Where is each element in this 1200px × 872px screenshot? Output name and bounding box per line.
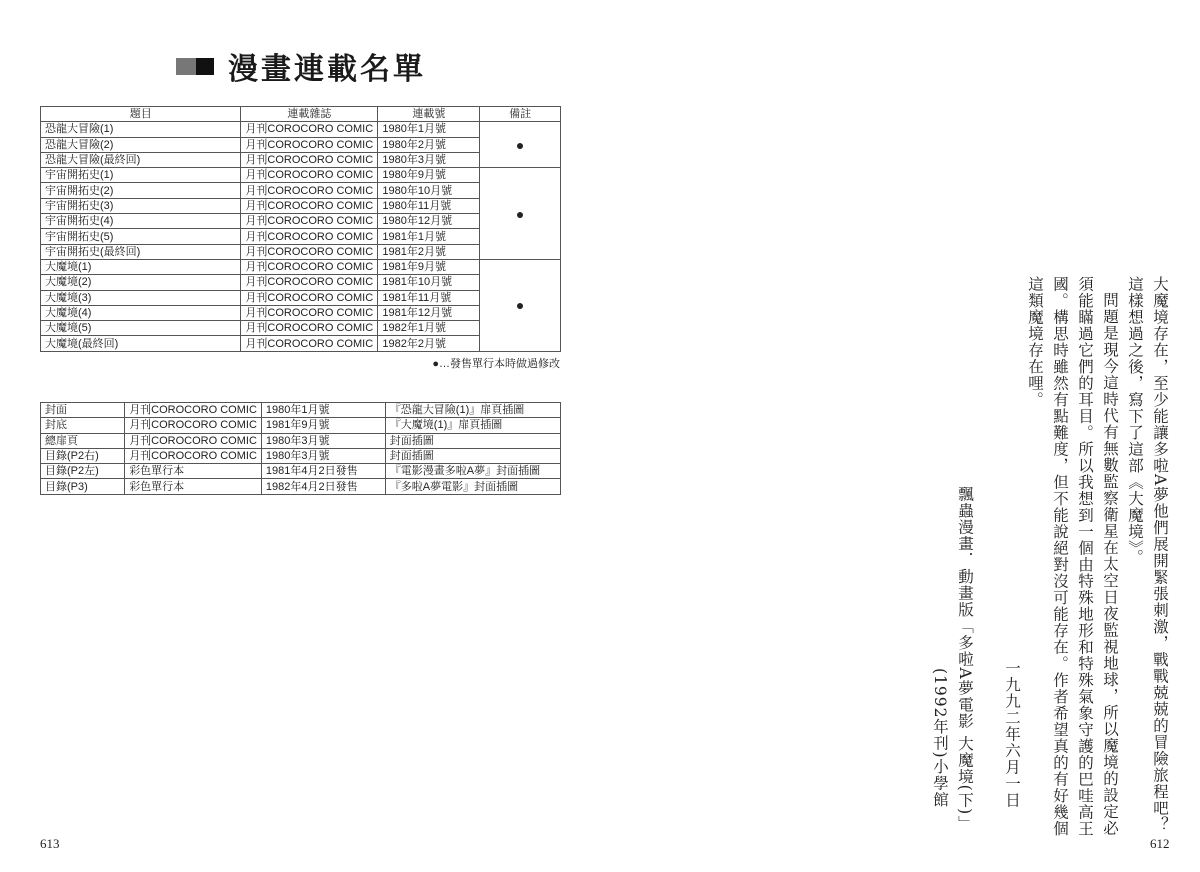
table-row xyxy=(41,403,561,418)
cell-magazine: 月刊COROCORO COMIC xyxy=(241,137,378,152)
cell-title: 恐龍大冒險(1) xyxy=(41,122,241,137)
cell-magazine: 月刊COROCORO COMIC xyxy=(241,275,378,290)
cell-source: 月刊COROCORO COMIC xyxy=(125,433,262,448)
cell-source: 彩色單行本 xyxy=(125,479,262,494)
table-row xyxy=(41,448,561,463)
cell-title: 大魔境(3) xyxy=(41,290,241,305)
remark-revised-mark: ● xyxy=(480,259,561,351)
cell-date: 1980年3月號 xyxy=(261,448,385,463)
remark-revised-mark: ● xyxy=(480,168,561,260)
cell-magazine: 月刊COROCORO COMIC xyxy=(241,321,378,336)
cell-issue: 1980年12月號 xyxy=(378,214,480,229)
cell-issue: 1980年2月號 xyxy=(378,137,480,152)
cell-source: 月刊COROCORO COMIC xyxy=(125,448,262,463)
title-decoration-icon xyxy=(196,58,214,75)
cell-source: 月刊COROCORO COMIC xyxy=(125,418,262,433)
cell-location: 目錄(P2左) xyxy=(41,464,125,479)
cell-source: 月刊COROCORO COMIC xyxy=(125,403,262,418)
illustration-source-table xyxy=(40,402,561,495)
cell-title: 大魔境(1) xyxy=(41,259,241,274)
table-row xyxy=(41,433,561,448)
cell-magazine: 月刊COROCORO COMIC xyxy=(241,290,378,305)
remark-revised-mark: ● xyxy=(480,122,561,168)
cell-description: 封面插圖 xyxy=(385,433,560,448)
cell-issue: 1980年3月號 xyxy=(378,152,480,167)
cell-location: 封底 xyxy=(41,418,125,433)
cell-issue: 1981年11月號 xyxy=(378,290,480,305)
cell-issue: 1981年10月號 xyxy=(378,275,480,290)
cell-issue: 1980年10月號 xyxy=(378,183,480,198)
cell-issue: 1982年2月號 xyxy=(378,336,480,351)
cell-title: 大魔境(4) xyxy=(41,305,241,320)
cell-magazine: 月刊COROCORO COMIC xyxy=(241,336,378,351)
cell-issue: 1981年9月號 xyxy=(378,259,480,274)
cell-title: 宇宙開拓史(2) xyxy=(41,183,241,198)
cell-date: 1982年4月2日發售 xyxy=(261,479,385,494)
cell-location: 目錄(P2右) xyxy=(41,448,125,463)
serialization-table xyxy=(40,106,561,352)
cell-description: 『多啦A夢電影』封面插圖 xyxy=(385,479,560,494)
cell-title: 宇宙開拓史(3) xyxy=(41,198,241,213)
afterword-line: 這類魔境存在哩。 xyxy=(1026,276,1044,408)
cell-description: 『大魔境(1)』扉頁插圖 xyxy=(385,418,560,433)
page-title xyxy=(176,48,426,87)
footnote: ●…發售單行本時做過修改 xyxy=(432,358,560,370)
cell-magazine: 月刊COROCORO COMIC xyxy=(241,214,378,229)
cell-issue: 1980年11月號 xyxy=(378,198,480,213)
cell-title: 宇宙開拓史(5) xyxy=(41,229,241,244)
cell-magazine: 月刊COROCORO COMIC xyxy=(241,305,378,320)
cell-magazine: 月刊COROCORO COMIC xyxy=(241,198,378,213)
cell-date: 1980年3月號 xyxy=(261,433,385,448)
cell-magazine: 月刊COROCORO COMIC xyxy=(241,152,378,167)
title-decoration-icon xyxy=(176,58,196,75)
cell-description: 封面插圖 xyxy=(385,448,560,463)
cell-magazine: 月刊COROCORO COMIC xyxy=(241,168,378,183)
table-row xyxy=(41,168,561,183)
page-number-right: 612 xyxy=(1150,836,1170,851)
cell-title: 恐龍大冒險(最終回) xyxy=(41,152,241,167)
cell-issue: 1980年9月號 xyxy=(378,168,480,183)
cell-date: 1981年9月號 xyxy=(261,418,385,433)
cell-location: 封面 xyxy=(41,403,125,418)
cell-date: 1981年4月2日發售 xyxy=(261,464,385,479)
cell-magazine: 月刊COROCORO COMIC xyxy=(241,122,378,137)
header-issue: 連載號 xyxy=(378,107,480,122)
cell-title: 大魔境(最終回) xyxy=(41,336,241,351)
cell-title: 宇宙開拓史(最終回) xyxy=(41,244,241,259)
cell-location: 總扉頁 xyxy=(41,433,125,448)
table-row xyxy=(41,464,561,479)
afterword-line: 這樣想過之後，寫下了這部《大魔境》。 xyxy=(1126,276,1144,566)
afterword-source: 飄蟲漫畫．動畫版「多啦A夢電影 大魔境(下)」 xyxy=(956,486,974,832)
table-row xyxy=(41,259,561,274)
cell-description: 『恐龍大冒險(1)』扉頁插圖 xyxy=(385,403,560,418)
cell-title: 宇宙開拓史(4) xyxy=(41,214,241,229)
cell-title: 大魔境(2) xyxy=(41,275,241,290)
table-row xyxy=(41,418,561,433)
cell-issue: 1980年1月號 xyxy=(378,122,480,137)
cell-magazine: 月刊COROCORO COMIC xyxy=(241,183,378,198)
table-header-row xyxy=(41,107,561,122)
afterword-line: 須能瞞過它們的耳目。所以我想到一個由特殊地形和特殊氣象守護的巴哇高王 xyxy=(1076,276,1094,837)
cell-magazine: 月刊COROCORO COMIC xyxy=(241,259,378,274)
page-number-left: 613 xyxy=(40,836,60,851)
header-remarks: 備註 xyxy=(480,107,561,122)
cell-description: 『電影漫畫多啦A夢』封面插圖 xyxy=(385,464,560,479)
cell-issue: 1981年2月號 xyxy=(378,244,480,259)
afterword-date: 一九九二年六月一日 xyxy=(1003,660,1021,809)
cell-title: 恐龍大冒險(2) xyxy=(41,137,241,152)
cell-issue: 1981年12月號 xyxy=(378,305,480,320)
title-text: 漫畫連載名單 xyxy=(228,52,426,87)
cell-date: 1980年1月號 xyxy=(261,403,385,418)
cell-title: 宇宙開拓史(1) xyxy=(41,168,241,183)
afterword-line: 大魔境存在，至少能讓多啦A夢他們展開緊張刺激，戰戰兢兢的冒險旅程吧？ xyxy=(1151,276,1169,833)
cell-location: 目錄(P3) xyxy=(41,479,125,494)
cell-issue: 1982年1月號 xyxy=(378,321,480,336)
afterword-source-publisher: (1992年刊)小學館 xyxy=(931,668,949,809)
cell-issue: 1981年1月號 xyxy=(378,229,480,244)
cell-source: 彩色單行本 xyxy=(125,464,262,479)
afterword-line: 問題是現今這時代有無數監察衛星在太空日夜監視地球，所以魔境的設定必 xyxy=(1101,292,1119,837)
table-row xyxy=(41,479,561,494)
cell-title: 大魔境(5) xyxy=(41,321,241,336)
table-row xyxy=(41,122,561,137)
cell-magazine: 月刊COROCORO COMIC xyxy=(241,229,378,244)
header-magazine: 連載雜誌 xyxy=(241,107,378,122)
cell-magazine: 月刊COROCORO COMIC xyxy=(241,244,378,259)
header-title: 題目 xyxy=(41,107,241,122)
afterword-line: 國。構思時雖然有點難度，但不能說絕對沒可能存在。作者希望真的有好幾個 xyxy=(1051,276,1069,837)
